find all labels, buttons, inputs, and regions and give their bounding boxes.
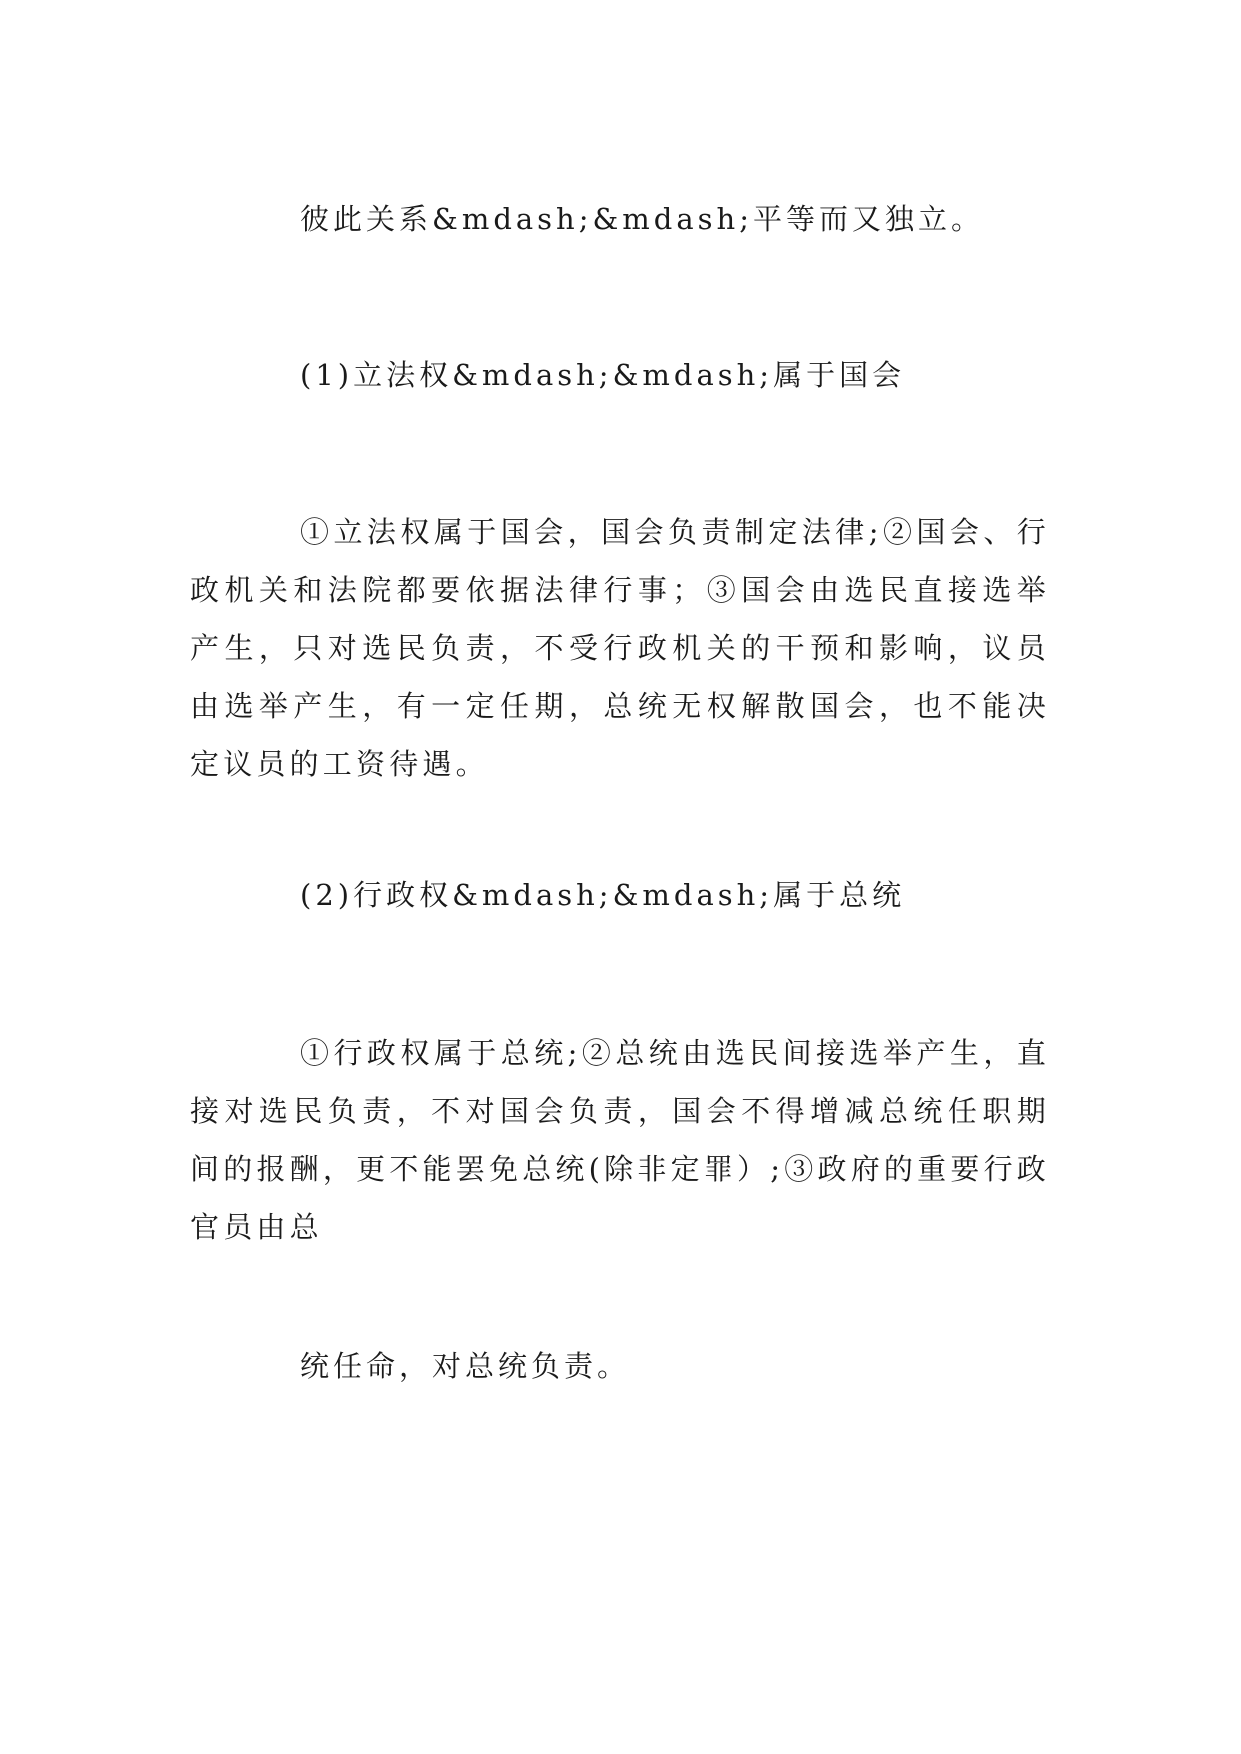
section-heading-executive: (2)行政权&mdash;&mdash;属于总统	[300, 878, 906, 912]
paragraph-legislative: ①立法权属于国会，国会负责制定法律;②国会、行政机关和法院都要依据法律行事；③国会由选民直接选举产生，只对选民负责，不受行政机关的干预和影响，议员由选举产生，有一定任期，总统无权解散国会，也不能决定议员的工资待遇。	[190, 515, 1050, 781]
text-line-relationship: 彼此关系&mdash;&mdash;平等而又独立。	[300, 202, 984, 236]
paragraph-executive: ①行政权属于总统;②总统由选民间接选举产生，直接对选民负责，不对国会负责，国会不得增减总统任职期间的报酬，更不能罢免总统(除非定罪）;③政府的重要行政官员由总	[190, 1036, 1050, 1244]
section-heading-legislative: (1)立法权&mdash;&mdash;属于国会	[300, 358, 906, 392]
text-line-appointment: 统任命，对总统负责。	[300, 1349, 631, 1383]
